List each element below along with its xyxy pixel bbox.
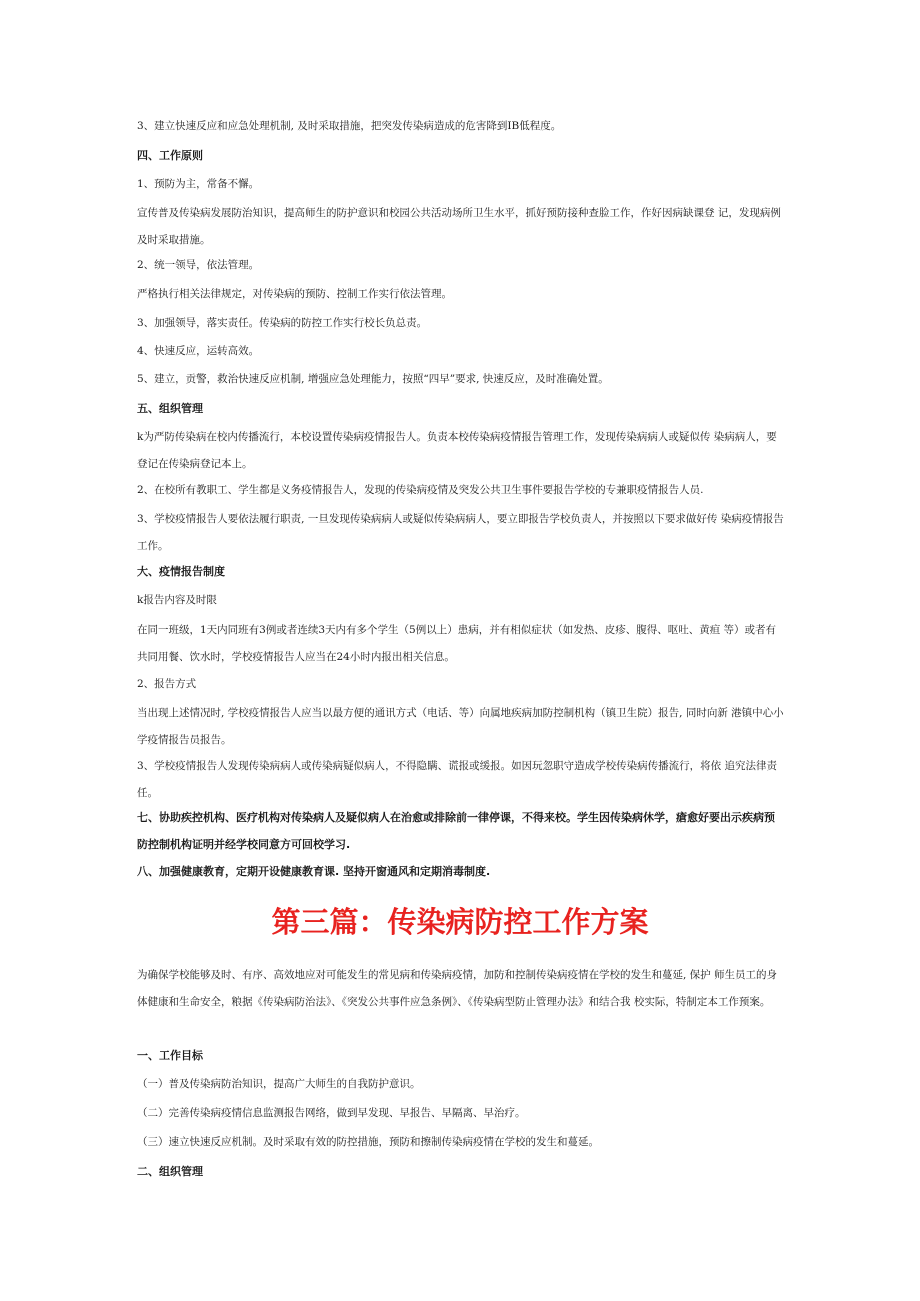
paragraph: （三）速立快速反应机制。及时采取有效的防控措施，预防和擦制传染病疫情在学校的发生和蔓延。: [137, 1136, 599, 1148]
paragraph: k报告内容及时限: [137, 594, 217, 606]
section-heading: 五、组织管理: [137, 402, 203, 415]
paragraph: 为确保学校能够及时、有序、高效地应对可能发生的常见病和传染病疫情，加防和控制传染病疫情在学校的发生和蔓延, 保护 师生员工的身体健康和生命安全，粮据《传染病防治法》、《突发公共事件应急条例》、《传染病型防止管理办法》和结合我 校实际，特制定本工作预案。: [137, 969, 778, 1008]
section-heading: 八、加强健康教育，定期开设健康教育课. 坚持开窗通风和定期消毒制度.: [137, 865, 491, 878]
paragraph: 3、学校疫情报告人发现传染病病人或传染病疑似病人，不得隐瞒、谎报或缓报。如因玩忽职守造成学校传染病传播流行，将依 追究法律责任。: [137, 760, 778, 799]
paragraph: 2、报告方式: [137, 678, 197, 690]
section-heading: 四、工作原则: [137, 149, 203, 162]
section-heading: 七、协助疾控机构、医疗机构对传染病人及疑似病人在治愈或排除前一律停课，不得来校。学生因传染病休学，瘡愈好要出示疾病预防控制机构证明并经学校同意方可回校学习.: [137, 811, 775, 851]
section-heading: 一、工作目标: [137, 1049, 203, 1062]
paragraph: （二）完善传染病疫情信息监测报告网络，做到早发现、早报告、早隔离、早治疗。: [137, 1107, 526, 1119]
paragraph: k为严防传染病在校内传播流行，本校设置传染病疫情报告人。负责本校传染病疫情报告管理工作，发现传染病病人或疑似传 染病病人，要登记在传染病登记本上。: [137, 431, 777, 470]
paragraph: 4、快速反应，运转高效。: [137, 345, 260, 357]
paragraph: 3、加强领导，落实责任。传染病的防控工作实行校长负总责。: [137, 317, 428, 329]
section-heading: 大、疫情报告制度: [137, 565, 225, 578]
paragraph: 2、统一领导，依法管理。: [137, 259, 260, 271]
paragraph: 当出现上述情况时, 学校疫情报告人应当以最方便的通讯方式（电话、等）向属地疾病加防控制机构（镇卫生院）报告, 同时向新 港镇中心小学疫情报告员报告。: [137, 707, 784, 746]
paragraph: 2、在校所有教职工、学生都是义务疫情报告人，发现的传染病疫情及突发公共卫生事件要报告学校的专兼职疫情报告人员.: [137, 484, 704, 496]
paragraph: 宣传普及传染病发展防治知识，提高师生的防护意识和校园公共活动场所卫生水平，抓好预防接种查脸工作，作好因病缺课登 记，发现病例及时采取措施。: [137, 207, 781, 246]
section-heading: 二、组织管理: [137, 1165, 203, 1178]
paragraph: 3、建立快速反应和应急处理机制, 及时采取措施，把突发传染病造成的危害降到IB低程度。: [137, 120, 562, 132]
paragraph: 3、学校疫情报告人要依法履行职责, 一旦发现传染病病人或疑似传染病病人，要立即报告学校负责人，并按照以下要求做好传 染病疫情报告工作。: [137, 513, 784, 552]
paragraph: （一）普及传染病防治知识，提高广大师生的自我防护意识。: [137, 1078, 421, 1090]
paragraph: 严格执行相关法律规定，对传染病的预防、控制工作实行依法管理。: [137, 288, 452, 300]
paragraph: 在同一班级，1天内同班有3例或者连续3天内有多个学生（5例以上）患病，并有相似症状（如发热、皮疹、腹得、呕吐、黄疸 等）或者有共同用餐、饮水时，学校疫情报告人应当在24小时内报出相关信息。: [137, 624, 777, 663]
paragraph: 5、建立，贡警，救治快速反应机制, 增强应急处理能力，按照“四早”要求, 快速反应，及时准确处置。: [137, 373, 609, 385]
paragraph: 1、预防为主，常备不懈。: [137, 178, 260, 190]
chapter-title: 第三篇：传染病防控工作方案: [271, 905, 649, 939]
